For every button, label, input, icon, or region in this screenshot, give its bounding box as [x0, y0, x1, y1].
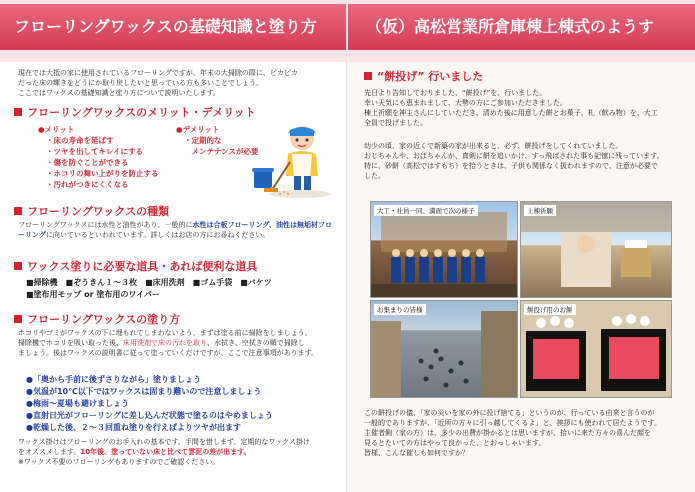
section-square-icon: [14, 108, 22, 116]
section-square-icon: [14, 207, 22, 215]
merit-item: ・床の寿命を延ばす: [46, 136, 114, 145]
outro-highlight: 10年後、塗っていない床と比べて雲泥の差が出ます。: [80, 448, 251, 456]
photo-group-carpenters: [370, 201, 518, 298]
caution-item: ●直射日光がフローリングに差し込んだ状態で塗るのはやめましょう: [26, 411, 273, 420]
left-page: [0, 0, 347, 492]
section-square-icon: [14, 315, 22, 323]
section-title: フローリングワックスの種類: [27, 205, 170, 218]
intro-line: 現在では大抵の家に使用されているフローリングですが、年末の大掃除の際に、ピカピカ: [18, 69, 298, 77]
demerit-list: [176, 124, 258, 157]
right-banner: [348, 0, 695, 62]
para-line: 棟上祈願を神主さんにしていただき、清めた後に用意した餅とお菓子、札（飲み物）を、大工: [364, 109, 658, 117]
merit-label: ●メリット: [38, 125, 75, 134]
merit-list: [38, 124, 159, 190]
photo-crowd: [370, 300, 518, 398]
how-to-highlight: 床用洗剤で床の汚れを取り: [123, 339, 207, 347]
mochi-para-2: [364, 141, 686, 181]
merit-item: ・ホコリの舞い上がりを防止する: [46, 169, 159, 178]
para-line: した。: [364, 172, 385, 180]
section-title: ワックス塗りに必要な道具・あれば便利な道具: [27, 260, 258, 273]
para-line: 幸い天気にも恵まれまして、大勢の方にご参加いただきました。: [364, 99, 567, 107]
para-line: 幼少の頃、家の近くで新築の家が出来ると、必ず、餅投げをしてくれていました。: [364, 142, 623, 150]
section-title: “餅投げ” 行いました: [377, 70, 484, 83]
tools-line: ■掃除機 ■ぞうきん１～３枚 ■床用洗剤 ■ゴム手袋 ■バケツ: [26, 278, 272, 287]
intro-line: ここではワックスの基礎知識と塗り方について説明いたします。: [18, 89, 220, 97]
group-photo-art: [371, 202, 517, 297]
para-line: 一般的でありますが、「近所の方々に引っ越してくるよ」と、挨拶にも使われて居たようです。: [364, 419, 661, 427]
photo-caption: 上棟祈願: [524, 205, 556, 216]
caution-item: ●梅雨～夏場も避けましょう: [26, 399, 129, 408]
section-square-icon: [364, 72, 372, 80]
section-merit-demerit: [14, 104, 256, 120]
demerit-item: ・定期的な: [184, 136, 222, 145]
para-line: 全員で投げました。: [364, 119, 427, 127]
how-to-line-a: 掃除機でホコリを吸い取った後、: [18, 339, 123, 347]
mochi-photo-art: [521, 301, 671, 397]
types-highlight: 水性は合板フローリング、油性は無垢: [192, 221, 312, 229]
left-banner-title: フローリングワックスの基礎知識と塗り方: [14, 17, 317, 36]
right-page: [348, 0, 695, 492]
outro-text: [18, 437, 340, 467]
para-line: 主催者側（家の方）は、多少の出費が掛かるとは思いますが、拾いに来た方々の喜んだ顔を: [364, 429, 651, 437]
crowd-photo-art: [371, 301, 517, 397]
ritual-photo-art: [521, 202, 671, 297]
photo-caption: お集まりの皆様: [374, 304, 426, 315]
outro-note: ※ワックス不要のフローリングもありますのでご確認ください。: [18, 458, 220, 466]
section-title: フローリングワックスの塗り方: [27, 313, 181, 326]
cleaning-person-illustration: [250, 118, 334, 200]
para-line: 見るとたいての方はやって良かった、とおっしゃいます。: [364, 439, 546, 447]
merit-item: ・傷を防ぐことができる: [46, 158, 129, 167]
right-banner-title: （仮）高松営業所倉庫棟上棟式のようす: [366, 17, 655, 36]
mochi-para-3: [364, 408, 686, 458]
types-highlight-2: 材フローリング: [18, 221, 333, 239]
para-line: この餅投げの儀、「家の災いを家の外に投げ捨てる」というのが、行っている由来と言うのが: [364, 409, 655, 417]
merit-item: ・汚れがつきにくくなる: [46, 180, 129, 189]
how-to-line: ましょう。後はワックスの説明書に従って塗っていくだけですが、ここで注意事項があります。: [18, 349, 319, 357]
how-to-text: [18, 328, 340, 358]
photo-caption: 大工・社員一同、満面で次の様子: [374, 205, 478, 216]
outro-line: ワックス掛けはフローリングのお手入れの基本です。手間を惜しまず、定期的なワックス掛け: [18, 438, 310, 446]
tools-line: ■塗布用モップ or 塗布用のワイパー: [26, 290, 160, 299]
para-line: 先日より告知しておりました、“餅投げ”を、行いました。: [364, 89, 547, 97]
intro-line: だった床の輝きをどうにか取り戻したいと思っている方も多いことでしょう。: [18, 79, 263, 87]
merit-item: ・ツヤを出してキレイにする: [46, 147, 144, 156]
section-title: フローリングワックスのメリット・デメリット: [27, 106, 256, 119]
left-banner: [0, 0, 347, 62]
section-how-to: [14, 311, 180, 327]
para-line: 特に、砂餅（高松ではすもち）を拾うときは、子供も関係なく扱われますので、注意が必要で: [364, 162, 658, 170]
types-text: [18, 220, 338, 240]
mochi-para-1: [364, 88, 686, 128]
section-tools: [14, 258, 257, 274]
section-mochi: [364, 68, 483, 84]
how-to-line: ホコリやゴミがワックスの下に埋もれてしまわないよう、まずは塗る前に掃除をしましょう。: [18, 329, 312, 337]
types-text-a: フローリングワックスには水性と油性があり、一般的に: [18, 221, 193, 229]
intro-text: [18, 68, 336, 98]
photo-caption: 餅投げ用のお餅: [524, 304, 576, 315]
section-square-icon: [14, 262, 22, 270]
caution-item: ●「奥から手前に後ずさりながら」塗りましょう: [26, 375, 201, 384]
demerit-item: メンテナンスが必要: [184, 147, 259, 156]
types-text-d: に向いているといわれています。詳しくはお店の方にお尋ねください。: [45, 231, 270, 239]
demerit-label: ●デメリット: [176, 125, 220, 134]
para-line: 皆様、こんな催しも如何ですか？: [364, 449, 469, 457]
how-to-line-b: 、水拭き、空拭きの順で掃除し: [207, 339, 305, 347]
photo-mochi-boxes: [520, 300, 672, 398]
tools-list: [26, 277, 272, 301]
caution-list: [26, 374, 273, 434]
outro-line-a: をオススメします。: [18, 448, 81, 456]
section-types: [14, 203, 169, 219]
photo-ritual: [520, 201, 672, 298]
para-line: おじちゃんや、おばちゃんが、真剣に餅を追いかけ、すっ飛ばされた事も記憶に残っています。: [364, 152, 664, 160]
caution-item: ●気温が10℃以下ではワックスは固まり難いので注意しましょう: [26, 387, 262, 396]
caution-item: ●乾燥した後、２～３回重ね塗りを行えばよりツヤが出ます: [26, 423, 241, 432]
